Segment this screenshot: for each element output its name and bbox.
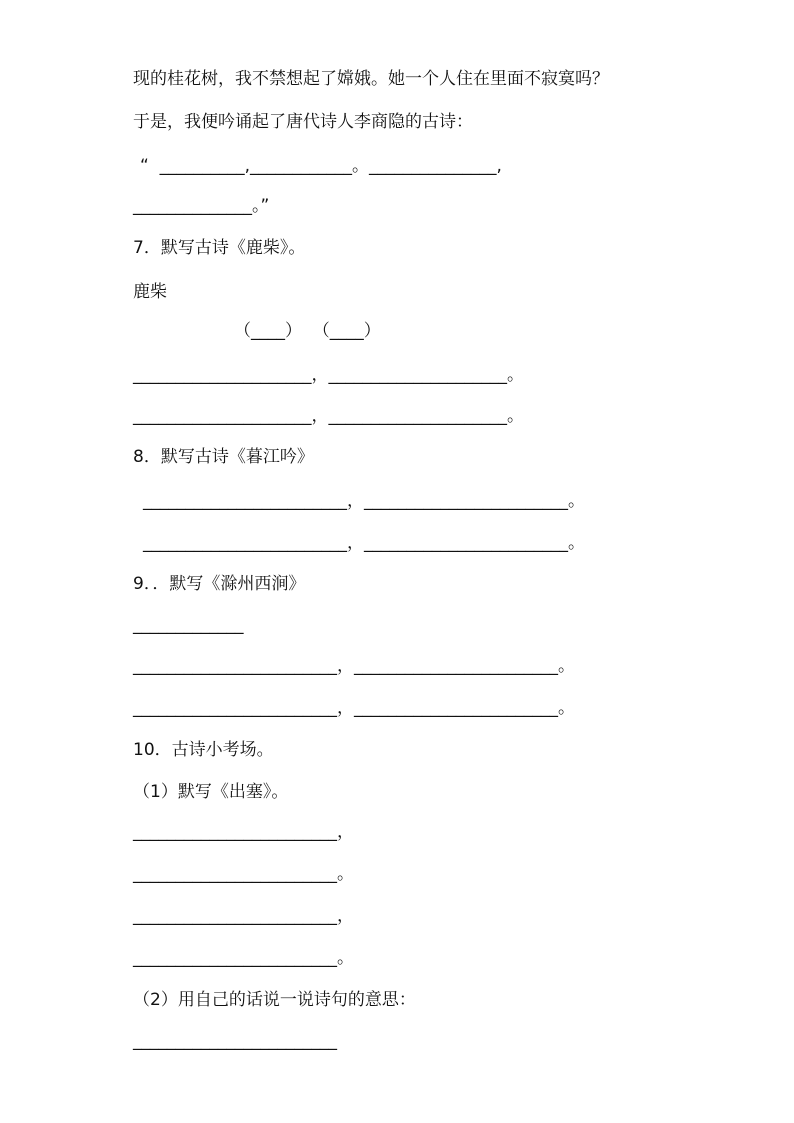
fill-blank-line: ________________________，________________________。: [143, 533, 585, 553]
fill-blank-line: _____________________，_____________________。: [133, 365, 524, 385]
text-line: 现的桂花树，我不禁想起了嫦娥。她一个人住在里面不寂寞吗？: [133, 69, 609, 89]
fill-blank-line: ________________________。: [133, 864, 354, 884]
fill-blank-line: ________________________。: [133, 948, 354, 968]
fill-blank-line: ________________________，: [133, 906, 354, 926]
fill-blank-line: “ __________,____________。_______________,: [140, 156, 502, 176]
fill-blank-line: ________________________，________________________。: [133, 656, 575, 676]
fill-blank-line: _____________: [133, 615, 244, 635]
fill-blank-line: ________________________，________________________。: [133, 698, 575, 718]
question-title: 8．默写古诗《暮江吟》: [133, 447, 314, 467]
question-title: 7．默写古诗《鹿柴》。: [133, 238, 306, 258]
fill-blank-line: ________________________: [133, 1031, 337, 1051]
sub-question-title: （1）默写《出塞》。: [133, 782, 289, 802]
question-title: 9．．默写《滁州西涧》: [133, 574, 306, 594]
fill-blank-line: _____________________，_____________________。: [133, 406, 524, 426]
fill-blank-line: ______________。”: [133, 196, 270, 216]
poem-author-blank: （____） （____）: [234, 321, 381, 341]
question-title: 10．古诗小考场。: [133, 740, 274, 760]
poem-title: 鹿柴: [133, 282, 167, 302]
sub-question-title: （2）用自己的话说一说诗句的意思：: [133, 990, 416, 1010]
fill-blank-line: ________________________，________________________。: [143, 491, 585, 511]
text-line: 于是，我便吟诵起了唐代诗人李商隐的古诗：: [133, 112, 473, 132]
fill-blank-line: ________________________，: [133, 822, 354, 842]
